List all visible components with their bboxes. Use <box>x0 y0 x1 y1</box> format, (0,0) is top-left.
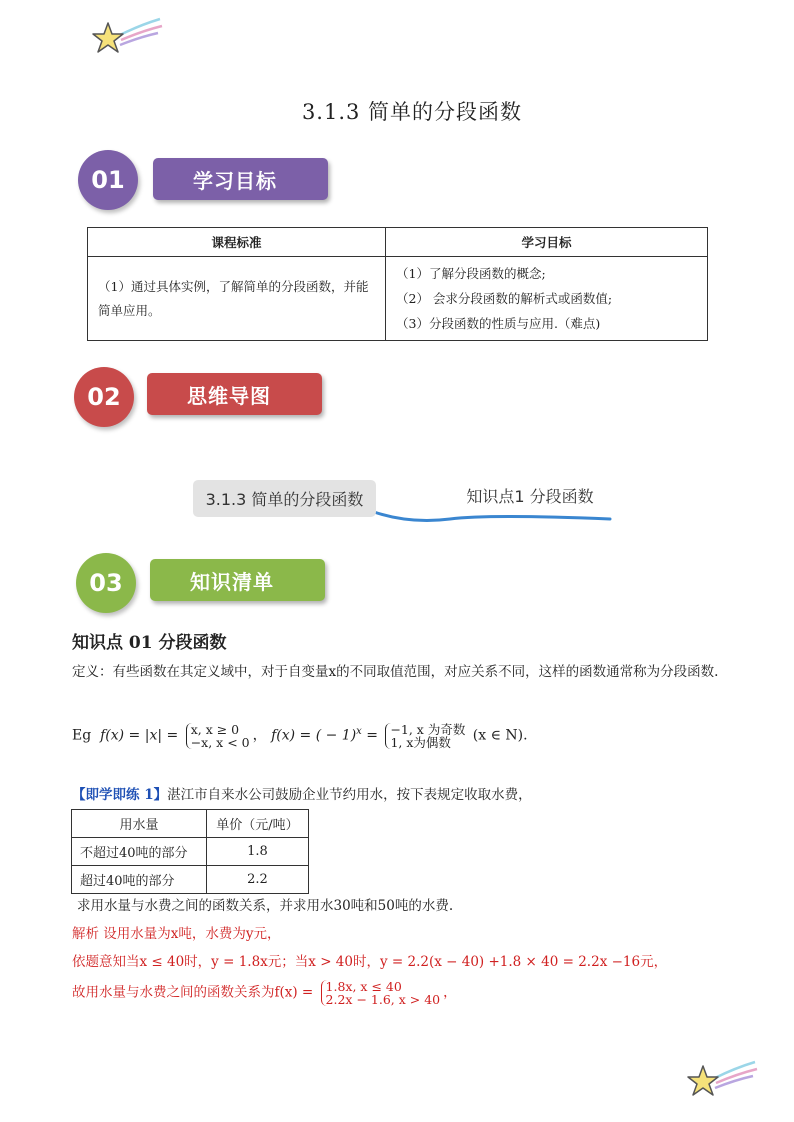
question-text: 求用水量与水费之间的函数关系，并求用水30吨和50吨的水费. <box>77 898 454 914</box>
solution-line: 故用水量与水费之间的函数关系为f(x) = 1.8x, x ≤ 40 2.2x − 1.6, x > 40 ， <box>72 979 457 1007</box>
knowledge-point-heading: 知识点 01 分段函数 <box>72 633 227 653</box>
piecewise-brace: x, x ≥ 0 −x, x < 0 <box>186 723 250 749</box>
goal-item: （3）分段函数的性质与应用.（难点) <box>396 316 601 331</box>
solution-line: 依题意知当x ≤ 40时，y = 1.8x元；当x > 40时，y = 2.2(x − 40) +1.8 × 40 = 2.2x −16元， <box>72 954 668 970</box>
section-number-badge: 01 <box>78 150 138 210</box>
section-number-badge: 03 <box>76 553 136 613</box>
mindmap-root-node: 3.1.3 简单的分段函数 <box>193 480 376 517</box>
section-label: 思维导图 <box>187 383 271 408</box>
piecewise-brace: 1.8x, x ≤ 40 2.2x − 1.6, x > 40 <box>321 980 441 1006</box>
section-label: 知识清单 <box>190 569 274 594</box>
goal-item: （2） 会求分段函数的解析式或函数值; <box>396 291 613 306</box>
section-banner-objectives <box>153 158 328 200</box>
page-title: 3.1.3 简单的分段函数 <box>301 100 523 124</box>
practice-prompt: 【即学即练 1】湛江市自来水公司鼓励企业节约用水，按下表规定收取水费， <box>72 787 532 803</box>
star-icon <box>685 1058 760 1100</box>
learning-goals-cell <box>386 257 708 341</box>
practice-tag: 【即学即练 1】 <box>72 787 168 803</box>
example-line: Eg f(x) = |x| = x, x ≥ 0 −x, x < 0 ， f(x) = ( − 1)$^x$ = −1, x 为奇数 1, x为偶数 (x ∈ N). <box>72 721 528 750</box>
mindmap-child-node: 知识点1 分段函数 <box>466 487 594 506</box>
section-label: 学习目标 <box>193 168 277 193</box>
table-header: 课程标准 <box>88 228 386 257</box>
star-icon <box>90 15 165 57</box>
section-banner-mindmap <box>147 373 322 415</box>
section-banner-knowledge <box>150 559 325 601</box>
objectives-table <box>87 227 708 341</box>
goal-item: （1）了解分段函数的概念; <box>396 266 546 281</box>
water-fee-table <box>71 809 309 894</box>
table-row: 超过40吨的部分 2.2 <box>72 866 309 894</box>
definition-text: 定义：有些函数在其定义域中，对于自变量x的不同取值范围，对应关系不同，这样的函数通常称为分段函数. <box>72 664 719 680</box>
piecewise-brace: −1, x 为奇数 1, x为偶数 <box>385 723 465 749</box>
section-number-badge: 02 <box>74 367 134 427</box>
course-standard-cell: （1）通过具体实例，了解简单的分段函数，并能简单应用。 <box>88 257 386 341</box>
table-row: 用水量 单价（元/吨） <box>72 810 309 838</box>
table-row: 不超过40吨的部分 1.8 <box>72 838 309 866</box>
table-header: 学习目标 <box>386 228 708 257</box>
solution-line: 解析 设用水量为x吨，水费为y元， <box>72 926 281 942</box>
